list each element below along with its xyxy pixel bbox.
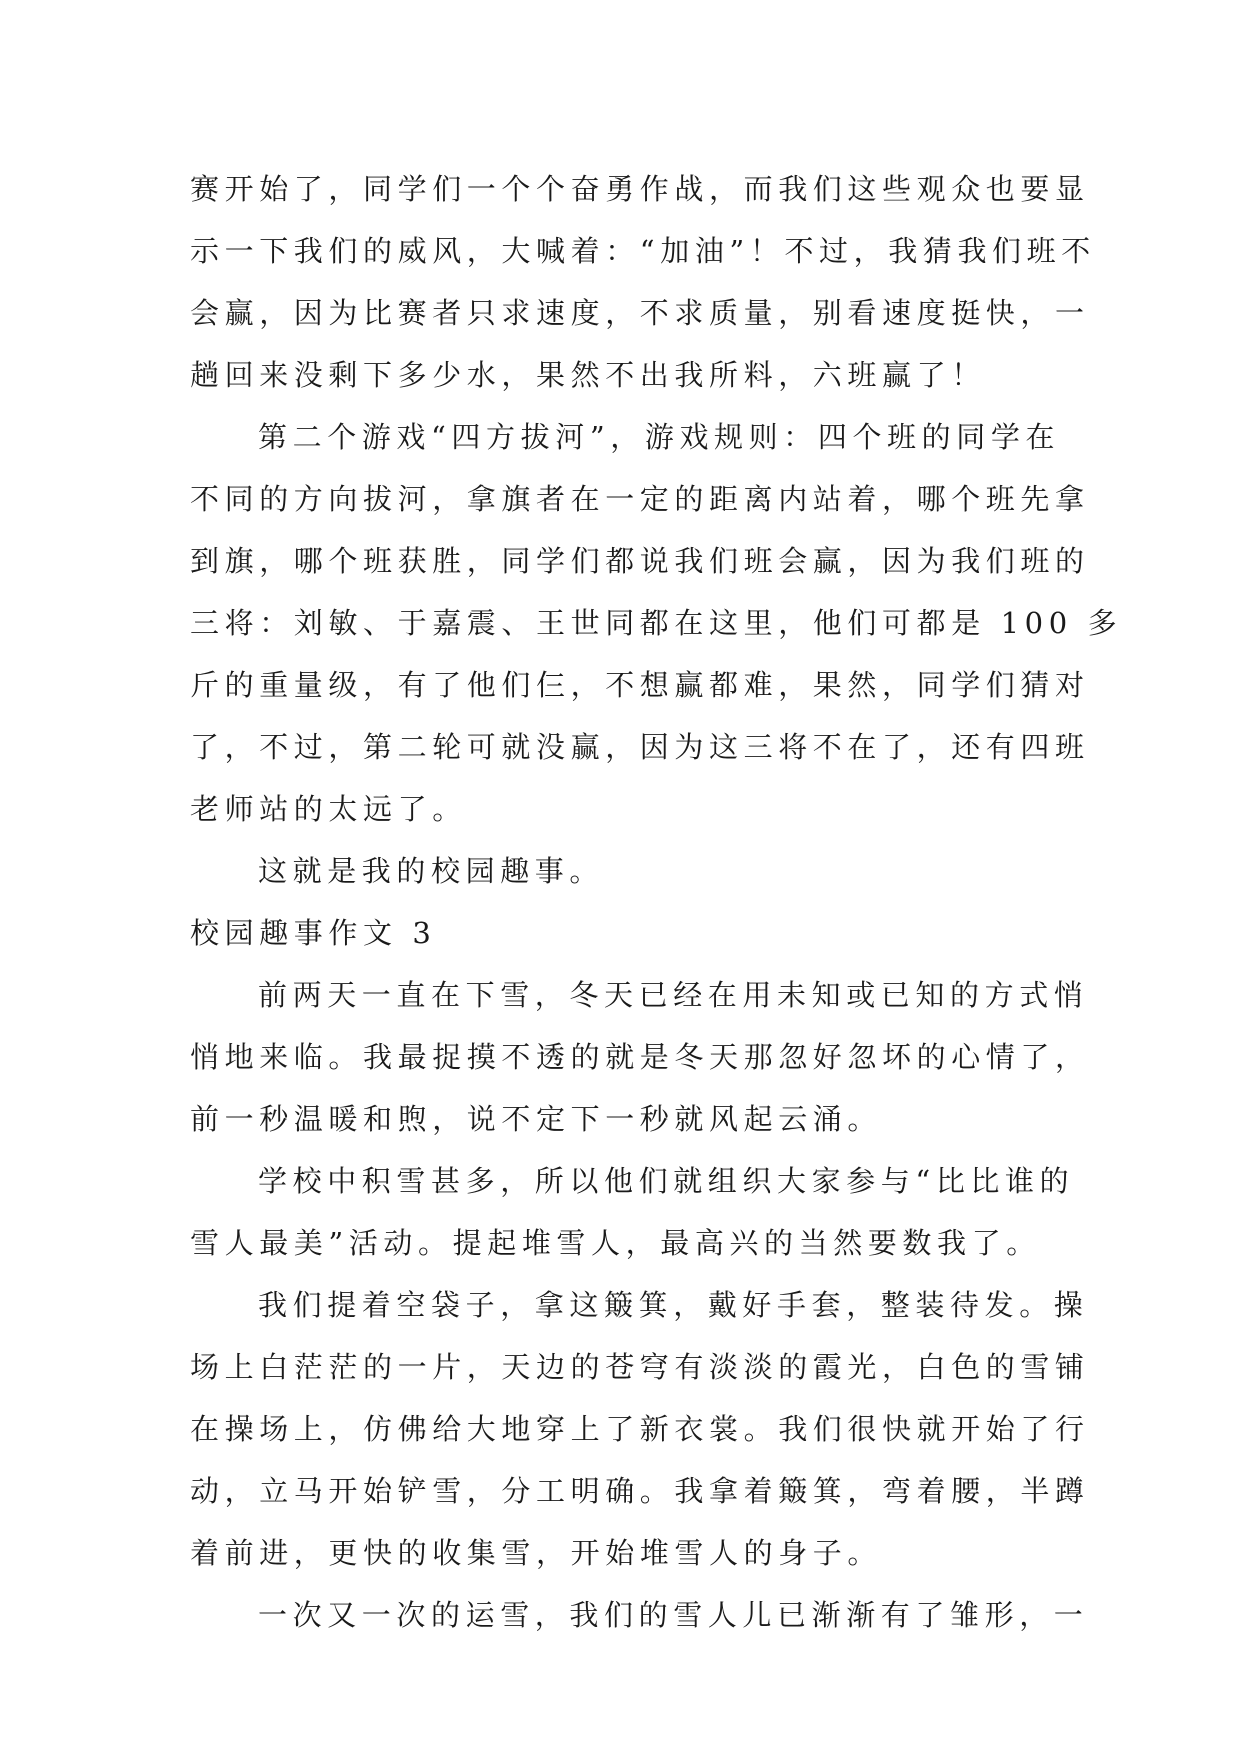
text-line: 我们提着空袋子，拿这簸箕，戴好手套，整装待发。操 [258,1288,1089,1322]
text-line: 赛开始了，同学们一个个奋勇作战，而我们这些观众也要显 [190,172,1090,206]
text-line: 三将：刘敏、于嘉震、王世同都在这里，他们可都是 100 多 [190,606,1123,640]
paragraph [190,1584,1089,1646]
paragraph [190,840,1070,902]
text-line: 这就是我的校园趣事。 [258,854,605,888]
text-line: 斤的重量级，有了他们仨，不想赢都难，果然，同学们猜对 [190,668,1090,702]
text-line: 会赢，因为比赛者只求速度，不求质量，别看速度挺快，一 [190,296,1090,330]
text-line: 动，立马开始铲雪，分工明确。我拿着簸箕，弯着腰，半蹲 [190,1474,1090,1508]
text-line: 老师站的太远了。 [190,792,467,826]
text-line: 场上白茫茫的一片，天边的苍穹有淡淡的霞光，白色的雪铺 [190,1350,1090,1384]
text-line: 前两天一直在下雪，冬天已经在用未知或已知的方式悄 [258,978,1089,1012]
text-line: 在操场上，仿佛给大地穿上了新衣裳。我们很快就开始了行 [190,1412,1090,1446]
text-line: 第二个游戏“四方拔河”，游戏规则：四个班的同学在 [258,420,1061,454]
section-heading: 校园趣事作文 3 [190,916,437,950]
text-line: 到旗，哪个班获胜，同学们都说我们班会赢，因为我们班的 [190,544,1090,578]
paragraph [190,1150,1075,1274]
text-line: 一次又一次的运雪，我们的雪人儿已渐渐有了雏形，一 [258,1598,1089,1632]
text-line: 不同的方向拔河，拿旗者在一定的距离内站着，哪个班先拿 [190,482,1090,516]
paragraph [190,1274,1090,1584]
paragraph [190,964,1090,1150]
text-line: 着前进，更快的收集雪，开始堆雪人的身子。 [190,1536,883,1570]
text-line: 雪人最美”活动。提起堆雪人，最高兴的当然要数我了。 [190,1226,1041,1260]
text-line: 趟回来没剩下多少水，果然不出我所料，六班赢了！ [190,358,986,392]
text-line: 前一秒温暖和煦，说不定下一秒就风起云涌。 [190,1102,883,1136]
text-line: 了，不过，第二轮可就没赢，因为这三将不在了，还有四班 [190,730,1090,764]
text-line: 学校中积雪甚多，所以他们就组织大家参与“比比谁的 [258,1164,1075,1198]
document-page [190,158,1123,1646]
paragraph [190,158,1096,406]
text-line: 悄地来临。我最捉摸不透的就是冬天那忽好忽坏的心情了， [190,1040,1090,1074]
text-line: 示一下我们的威风，大喊着：“加油”！不过，我猜我们班不 [190,234,1096,268]
paragraph [190,406,1123,840]
